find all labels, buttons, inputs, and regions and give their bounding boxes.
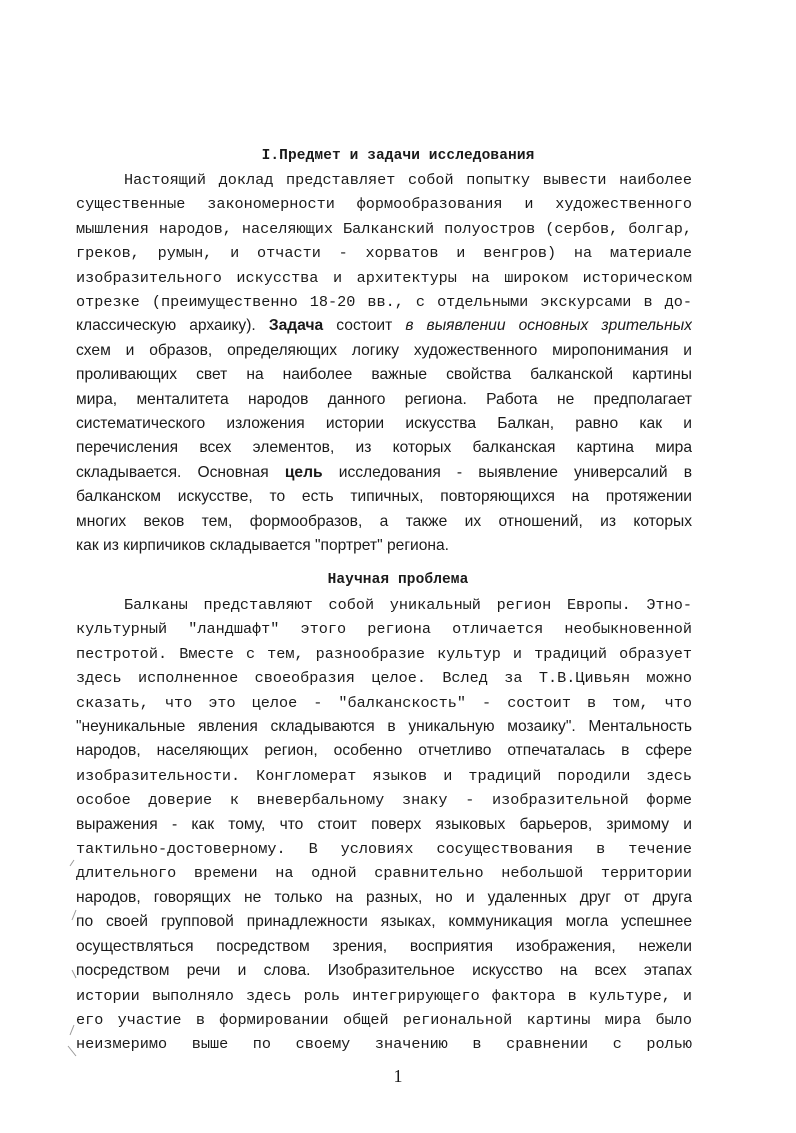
text-line: по своей групповой принадлежности языках, коммуникация могла успешнее: [76, 913, 692, 931]
text-line: длительного времени на одной сравнительно небольшой территории: [76, 864, 692, 883]
text-line: осуществляться посредством зрения, восприятия изображения, нежели: [76, 937, 692, 955]
text-line: классическую архаику). Задача состоит в выявлении основных зрительных: [76, 317, 692, 335]
bold-term-goal: цель: [284, 463, 323, 481]
text-line: выражения - как тому, что стоит поверх языковых барьеров, зримому и: [76, 815, 692, 833]
text-line: существенные закономерности формообразования и художественного: [76, 195, 692, 214]
text-line: многих веков тем, формообразов, а также их отношений, из которых: [76, 512, 692, 530]
text-line: истории выполняло здесь роль интегрирующего фактора в культуре, и: [76, 986, 692, 1005]
text-line: здесь исполненное своеобразия целое. Вслед за Т.В.Цивьян можно: [76, 669, 692, 688]
text-line: отрезке (преимущественно 18-20 вв., с отдельными экскурсами в до-: [76, 293, 692, 312]
text-line: балканском искусстве, то есть типичных, повторяющихся на протяжении: [76, 488, 692, 506]
text-line: как из кирпичиков складывается "портрет" региона.: [76, 537, 450, 555]
text-line: тактильно-достоверному. В условиях сосуществования в течение: [76, 840, 692, 859]
text-line: систематического изложения истории искусства Балкан, равно как и: [76, 415, 692, 433]
bold-term-task: Задача: [268, 317, 324, 335]
text-line: посредством речи и слова. Изобразительное искусство на всех этапах: [76, 962, 692, 980]
text-line: Балканы представляют собой уникальный регион Европы. Этно-: [124, 596, 692, 614]
text-line: культурный "ландшафт" этого региона отличается необыкновенной: [76, 620, 692, 639]
paragraph-subject: [76, 168, 692, 559]
section-heading-subject: I.Предмет и задачи исследования: [261, 148, 535, 164]
text-line: его участие в формировании общей региональной картины мира было: [76, 1010, 692, 1029]
text-line: мышления народов, населяющих Балканский полуостров (сербов, болгар,: [76, 219, 692, 238]
scan-margin-artifact: [60, 850, 80, 1060]
text-line: проливающих свет на наиболее важные свойства балканской картины: [76, 366, 692, 384]
text-line: сказать, что это целое - "балканскость" - состоит в том, что: [76, 693, 692, 712]
text-line: перечисления всех элементов, из которых балканская картина мира: [76, 439, 692, 457]
text-line: греков, румын, и отчасти - хорватов и венгров) на материале: [76, 244, 692, 263]
page-number: 1: [393, 1066, 403, 1086]
text-line: Настоящий доклад представляет собой попытку вывести наиболее: [124, 171, 692, 189]
text-line: неизмеримо выше по своему значению в сравнении с ролью: [76, 1035, 692, 1054]
text-line: народов, населяющих регион, особенно отчетливо отпечаталась в сфере: [76, 742, 692, 760]
paragraph-problem: [76, 593, 692, 1057]
text-line: особое доверие к вневербальному знаку - изобразительной форме: [76, 791, 692, 810]
text-line: изобразительности. Конгломерат языков и традиций породили здесь: [76, 766, 692, 785]
text-line: мира, менталитета народов данного региона. Работа не предполагает: [76, 390, 692, 408]
text-line: схем и образов, определяющих логику художественного миропонимания и: [76, 341, 692, 359]
text-line: пестротой. Вместе с тем, разнообразие культур и традиций образует: [76, 644, 692, 663]
text-line: "неуникальные явления складываются в уникальную мозаику". Ментальность: [76, 718, 692, 736]
text-line: изобразительного искусства и архитектуры на широком историческом: [76, 268, 692, 287]
section-heading-problem: Научная проблема: [327, 572, 469, 588]
text-line: складывается. Основная цель исследования - выявление универсалий в: [76, 463, 692, 481]
text-line: народов, говорящих не только на разных, но и удаленных друг от друга: [76, 888, 692, 906]
